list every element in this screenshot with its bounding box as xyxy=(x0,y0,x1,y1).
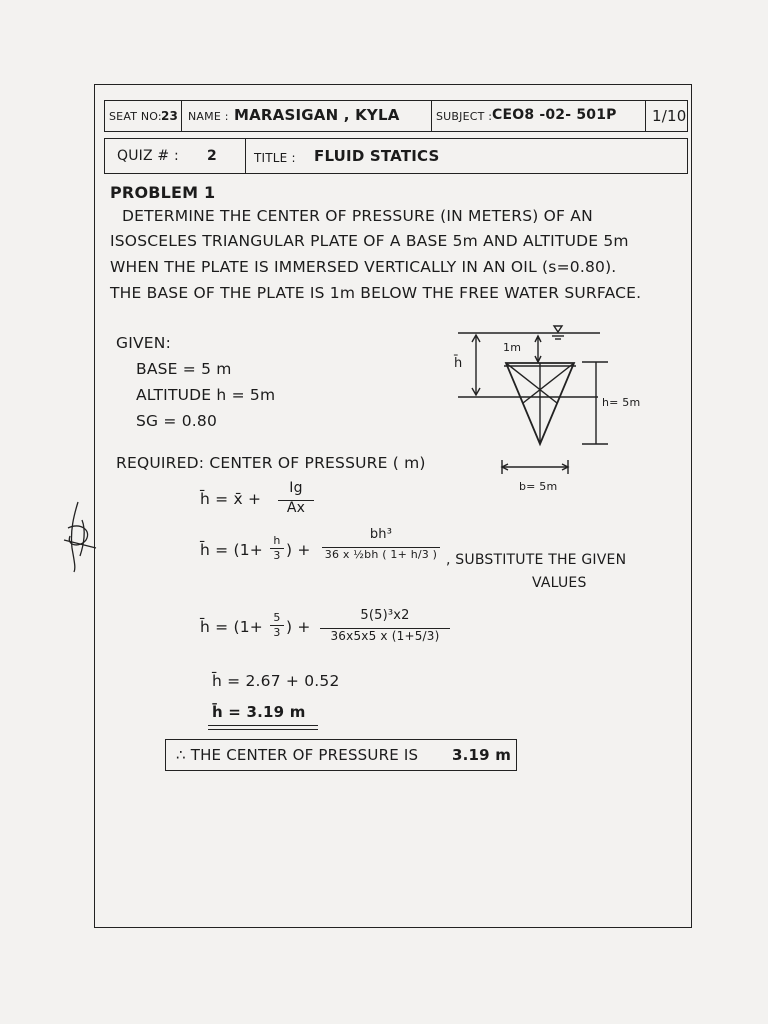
eq2-denominator: 36 x ½bh ( 1+ h/3 ) xyxy=(324,548,438,561)
seat-label: SEAT NO: xyxy=(109,110,162,123)
answer-text: ∴ THE CENTER OF PRESSURE IS xyxy=(176,746,419,764)
given-heading: GIVEN: xyxy=(116,334,171,352)
seat-value: 23 xyxy=(161,109,179,123)
eq2-lhs: h̄ = (1+ xyxy=(200,541,263,559)
hbar-label: h̄ xyxy=(454,356,463,371)
required-heading: REQUIRED: CENTER OF PRESSURE ( m) xyxy=(116,454,426,472)
eq3-lhs: h̄ = (1+ xyxy=(200,618,263,636)
given-altitude: ALTITUDE h = 5m xyxy=(136,386,276,404)
eq5-result: h̄ = 3.19 m xyxy=(212,703,306,721)
title-value: FLUID STATICS xyxy=(314,147,440,165)
eq3-plus: ) + xyxy=(286,618,311,636)
quiz-value: 2 xyxy=(207,148,217,164)
base-label: b= 5m xyxy=(519,480,558,493)
eq2-inner-num: h xyxy=(273,534,281,547)
title-label: TITLE : xyxy=(254,151,296,165)
height-label: h= 5m xyxy=(602,396,641,409)
problem-heading: PROBLEM 1 xyxy=(110,183,216,202)
eq2-note-2: VALUES xyxy=(532,575,587,591)
eq2-note-1: , SUBSTITUTE THE GIVEN xyxy=(446,552,627,568)
problem-line-1: DETERMINE THE CENTER OF PRESSURE (IN METERS) OF AN xyxy=(122,207,593,225)
page-number: 1/10 xyxy=(652,107,687,125)
answer-value: 3.19 m xyxy=(452,746,512,764)
eq2-inner-den: 3 xyxy=(273,549,281,562)
name-value: MARASIGAN , KYLA xyxy=(234,106,400,124)
eq1-denominator: Ax xyxy=(286,500,306,516)
problem-line-4: THE BASE OF THE PLATE IS 1m BELOW THE FREE WATER SURFACE. xyxy=(110,284,642,302)
eq1-numerator: Ig xyxy=(289,480,303,496)
problem-line-2: ISOSCELES TRIANGULAR PLATE OF A BASE 5m AND ALTITUDE 5m xyxy=(110,232,629,250)
given-sg: SG = 0.80 xyxy=(136,412,218,430)
eq2-plus: ) + xyxy=(286,541,311,559)
subject-label: SUBJECT : xyxy=(436,110,493,123)
eq4: h̄ = 2.67 + 0.52 xyxy=(212,672,340,690)
problem-line-3: WHEN THE PLATE IS IMMERSED VERTICALLY IN AN OIL (s=0.80). xyxy=(110,258,617,276)
name-label: NAME : xyxy=(188,110,229,123)
eq3-inner-den: 3 xyxy=(273,626,281,639)
eq1-lhs: h̄ = x̄ + xyxy=(200,490,262,508)
quiz-label: QUIZ # : xyxy=(117,148,179,164)
eq3-inner-num: 5 xyxy=(273,611,281,624)
eq3-numerator: 5(5)³x2 xyxy=(360,608,410,623)
subject-value: CEO8 -02- 501P xyxy=(492,107,617,123)
eq3-denominator: 36x5x5 x (1+5/3) xyxy=(330,629,440,643)
given-base: BASE = 5 m xyxy=(136,360,232,378)
depth-label: 1m xyxy=(503,341,522,354)
eq2-numerator: bh³ xyxy=(369,527,393,542)
